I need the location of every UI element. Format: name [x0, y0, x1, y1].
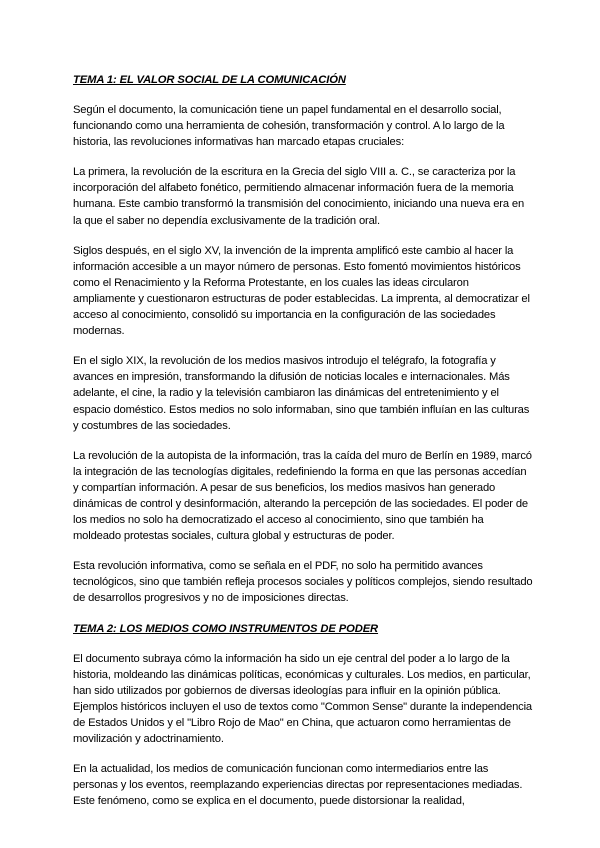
paragraph: El documento subraya cómo la información ha sido un eje central del poder a lo largo de la historia, moldeando las dinámicas políticas, económicas y culturales. Los medios, en particular, han sido utilizados por gobiernos de diversas ideologías para influir en la opinión pública. Ejemplos históricos incluyen el uso de textos como "Common Sense" durante la independencia de Estados Unidos y el "Libro Rojo de Mao" en China, que actuaron como herramientas de movilización y adoctrinamiento. — [73, 652, 532, 745]
section-heading-tema-1: TEMA 1: EL VALOR SOCIAL DE LA COMUNICACIÓN — [73, 74, 346, 86]
section-heading-tema-2: TEMA 2: LOS MEDIOS COMO INSTRUMENTOS DE PODER — [73, 622, 379, 635]
document-page — [73, 72, 533, 823]
paragraph: La revolución de la autopista de la información, tras la caída del muro de Berlín en 1989, marcó la integración de las tecnologías digitales, redefiniendo la forma en que las personas accedían y compartían información. A pesar de sus beneficios, los medios masivos han generado dinámicas de control y desinformación, alterando la percepción de las sociedades. El poder de los medios no solo ha democratizado el acceso al conocimiento, sino que también ha moldeado protestas sociales, cultura global y estructuras de poder. — [73, 449, 532, 543]
paragraph: En el siglo XIX, la revolución de los medios masivos introdujo el telégrafo, la fotografía y avances en impresión, transformando la difusión de noticias locales e internacionales. Más adelante, el cine, la radio y la televisión cambiaron las dinámicas del entretenimiento y el espacio doméstico. Estos medios no solo informaban, sino que también influían en las culturas y costumbres de las sociedades. — [73, 355, 530, 432]
paragraph: Según el documento, la comunicación tiene un papel fundamental en el desarrollo social, funcionando como una herramienta de cohesión, transformación y control. A lo largo de la historia, las revoluciones informativas han marcado etapas cruciales: — [73, 104, 505, 149]
paragraph: La primera, la revolución de la escritura en la Grecia del siglo VIII a. C., se caracteriza por la incorporación del alfabeto fonético, permitiendo almacenar información fuera de la memoria humana. Este cambio transformó la transmisión del conocimiento, iniciando una nueva era en la que el saber no dependía exclusivamente de la tradición oral. — [73, 166, 525, 227]
paragraph: Esta revolución informativa, como se señala en el PDF, no solo ha permitido avances tecnológicos, sino que también refleja procesos sociales y políticos complejos, siendo resultado de desarrollos progresivos y no de imposiciones directas. — [73, 560, 533, 605]
paragraph: Siglos después, en el siglo XV, la invención de la imprenta amplificó este cambio al hacer la información accesible a un mayor número de personas. Esto fomentó movimientos históricos como el Renacimiento y la Reforma Protestante, en los cuales las ideas circularon ampliamente y cuestionaron estructuras de poder establecidas. La imprenta, al democratizar el acceso al conocimiento, consolidó su importancia en la configuración de las sociedades modernas. — [73, 244, 530, 338]
paragraph: En la actualidad, los medios de comunicación funcionan como intermediarios entre las personas y los eventos, reemplazando experiencias directas por representaciones mediadas. Este fenómeno, como se explica en el documento, puede distorsionar la realidad, — [73, 763, 523, 808]
